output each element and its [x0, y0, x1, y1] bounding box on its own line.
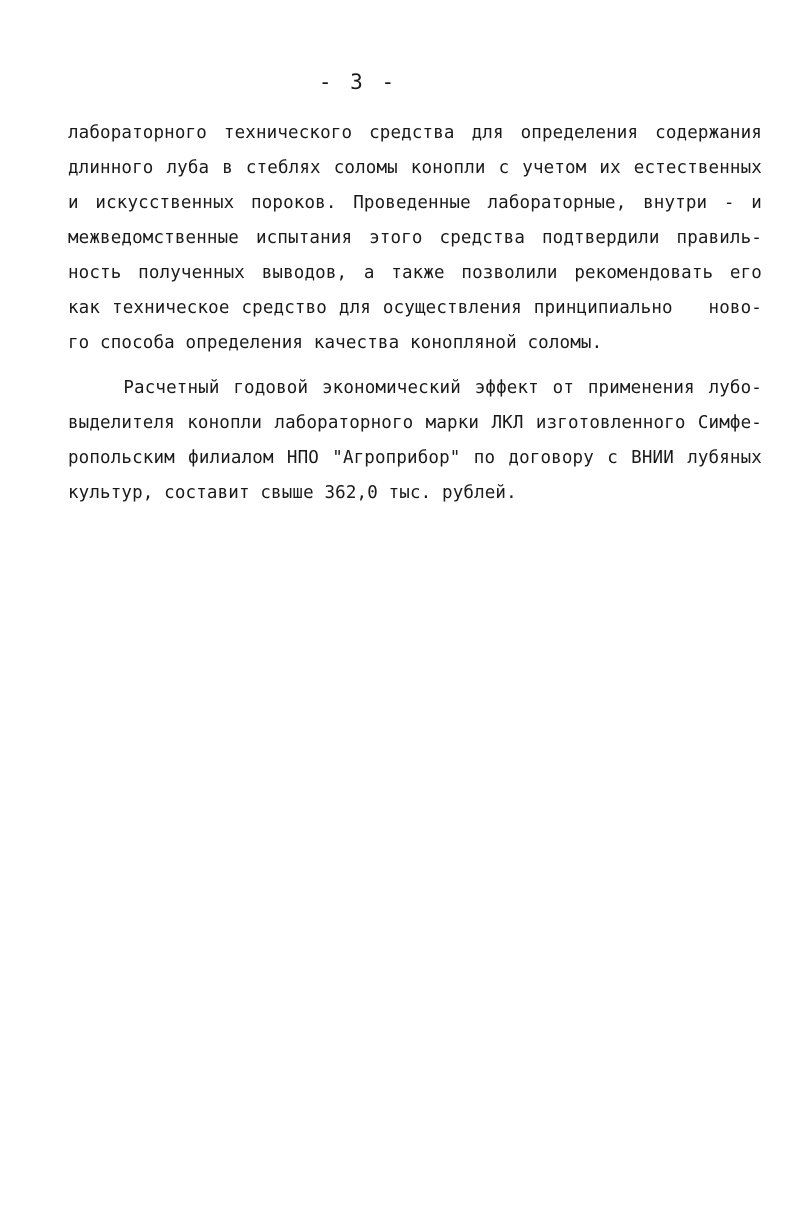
paragraph-2-line-1: Расчетный годовой экономический эффект от применения лубо- — [68, 378, 762, 398]
paragraph-1-line-7: го способа определения качества конопляной соломы. — [68, 333, 603, 353]
page-number: - 3 - — [318, 70, 398, 94]
paragraph-2-line-3: ропольским филиалом НПО "Агроприбор" по договору с ВНИИ лубяных — [68, 448, 762, 468]
paragraph-1-line-4: межведомственные испытания этого средства подтвердили правиль- — [68, 228, 762, 248]
paragraph-1-line-6: как техническое средство для осуществления принципиально ново- — [68, 298, 762, 318]
paragraph-1-line-1: лабораторного технического средства для определения содержания — [68, 123, 762, 143]
paragraph-1-line-5: ность полученных выводов, а также позволили рекомендовать его — [68, 263, 762, 283]
paragraph-1-line-3: и искусственных пороков. Проведенные лабораторные, внутри - и — [68, 193, 762, 213]
paragraph-2-line-2: выделителя конопли лабораторного марки ЛКЛ изготовленного Симфе- — [68, 413, 762, 433]
paragraph-1-line-2: длинного луба в стеблях соломы конопли с учетом их естественных — [68, 158, 762, 178]
paragraph-2-line-4: культур, составит свыше 362,0 тыс. рублей. — [68, 483, 517, 503]
